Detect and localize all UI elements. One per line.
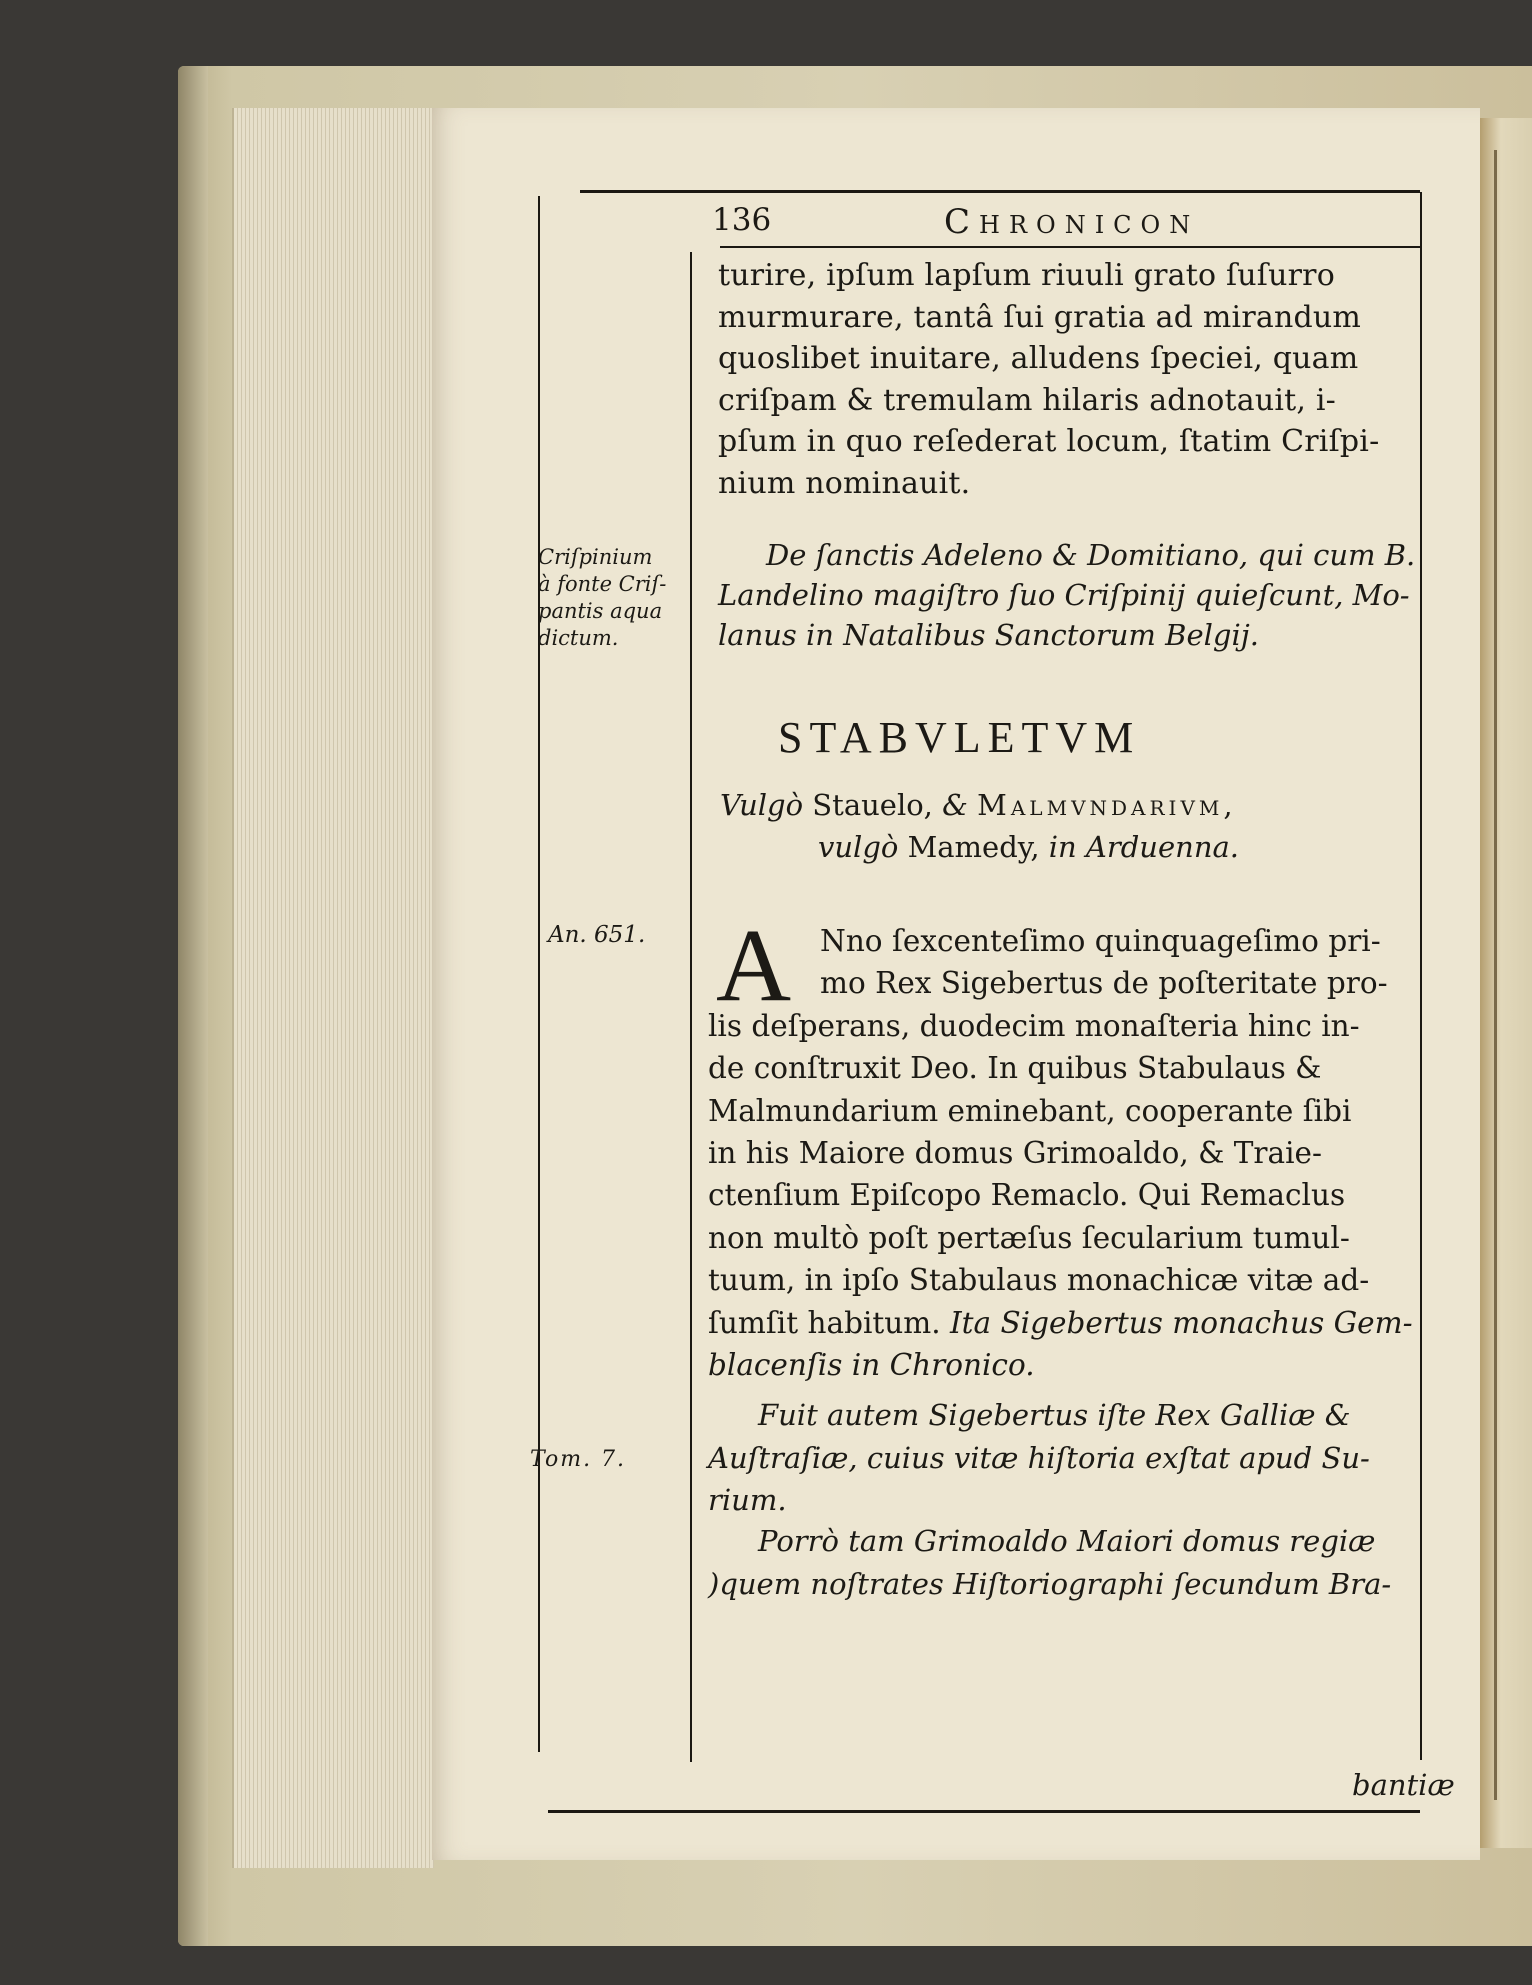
text-line: Auſtraſiæ, cuius vitæ hiſtoria exſtat apud Su- xyxy=(708,1440,1370,1475)
bottom-rule xyxy=(548,1810,1420,1813)
running-head: Chronicon xyxy=(944,202,1200,242)
text-line: Fuit autem Sigebertus iſte Rex Galliæ & xyxy=(758,1398,1351,1432)
section-heading: STABVLETVM xyxy=(778,713,1141,762)
text-line: Nno ſexcenteſimo quinquageſimo pri- xyxy=(820,924,1381,958)
text-line: Porrò tam Grimoaldo Maiori domus regiæ xyxy=(758,1524,1376,1558)
text-line: Malmundarium eminebant, cooperante ſibi xyxy=(708,1093,1352,1128)
text-line: in his Maiore domus Grimoaldo, & Traie- xyxy=(708,1136,1322,1171)
citation-end: blacenſis in Chronico. xyxy=(708,1348,1035,1383)
subheading-line-1 xyxy=(720,788,1237,822)
drop-cap: A xyxy=(716,908,792,1023)
text-line: lis deſperans, duodecim monaſteria hinc in- xyxy=(708,1008,1360,1043)
facing-page-rule xyxy=(1494,150,1497,1800)
paragraph-sigebertus xyxy=(708,1394,1370,1522)
text-line-start: ſumſit habitum. xyxy=(708,1305,941,1340)
subheading-prefix: Vulgò xyxy=(720,788,804,822)
subheading-suffix: in Arduenna. xyxy=(1048,830,1240,864)
marginal-note-year: An. 651. xyxy=(548,922,646,948)
opening-paragraph xyxy=(718,255,1379,504)
margin-line: à fonte Criſ- xyxy=(538,572,667,596)
catchword: bantiæ xyxy=(1352,1768,1455,1802)
text-line: rium. xyxy=(708,1483,787,1517)
text-line: tuum, in ipſo Stabulaus monachicæ vitæ ad- xyxy=(708,1263,1370,1298)
margin-line: pantis aqua xyxy=(538,599,663,623)
subheading-amp: & xyxy=(942,788,968,822)
reference-paragraph xyxy=(718,535,1416,655)
text-line: De ſanctis Adeleno & Domitiano, qui cum B. xyxy=(766,538,1416,572)
main-paragraph xyxy=(708,908,1413,1386)
citation-inline: Ita Sigebertus monachus Gem- xyxy=(949,1305,1413,1340)
text-line: turire, ipſum lapſum riuuli grato ſuſurro xyxy=(718,258,1335,293)
subheading-line-2 xyxy=(818,830,1239,864)
subheading-name: Mamedy, xyxy=(907,830,1040,864)
text-line: pſum in quo reſederat locum, ſtatim Criſpi- xyxy=(718,424,1380,459)
subheading-name: Stauelo, xyxy=(812,788,933,822)
paragraph-grimoaldo xyxy=(708,1520,1392,1605)
text-line: murmurare, tantâ ſui gratia ad mirandum xyxy=(718,299,1362,335)
text-line: de conſtruxit Deo. In quibus Stabulaus & xyxy=(708,1051,1322,1086)
text-line: non multò poſt pertæſus ſecularium tumul- xyxy=(708,1220,1350,1255)
book-spine xyxy=(178,66,208,1946)
text-line: criſpam & tremulam hilaris adnotauit, i- xyxy=(718,382,1336,418)
margin-line: Criſpinium xyxy=(538,545,653,569)
facing-page-edge xyxy=(1480,118,1532,1848)
marginal-note-tome: Tom. 7. xyxy=(530,1447,627,1472)
text-line: mo Rex Sigebertus de poſteritate pro- xyxy=(820,966,1388,1001)
text-line: )quem noſtrates Hiſtoriographi ſecundum Bra- xyxy=(708,1566,1392,1601)
text-block-left-rule xyxy=(690,252,692,1762)
text-line xyxy=(708,1302,1413,1344)
marginal-note-crispinium xyxy=(538,544,666,652)
text-line: quoslibet inuitare, alludens ſpeciei, quam xyxy=(718,341,1359,376)
text-line: lanus in Natalibus Sanctorum Belgij. xyxy=(718,618,1259,652)
margin-rule xyxy=(538,196,540,1752)
text-block-right-rule xyxy=(1420,192,1422,1760)
page-number: 136 xyxy=(712,202,772,238)
text-line: nium nominauit. xyxy=(718,465,971,501)
margin-line: dictum. xyxy=(538,626,619,650)
header-rule xyxy=(720,246,1420,248)
top-rule xyxy=(580,190,1420,193)
subheading-prefix: vulgò xyxy=(818,830,899,864)
subheading-caps: Malmvndarivm, xyxy=(977,788,1237,822)
text-line: ctenſium Epiſcopo Remaclo. Qui Remaclus xyxy=(708,1178,1346,1213)
page-stack-edge xyxy=(232,108,434,1868)
text-line: Landelino magiſtro ſuo Criſpinij quieſcunt, Mo- xyxy=(718,578,1410,612)
